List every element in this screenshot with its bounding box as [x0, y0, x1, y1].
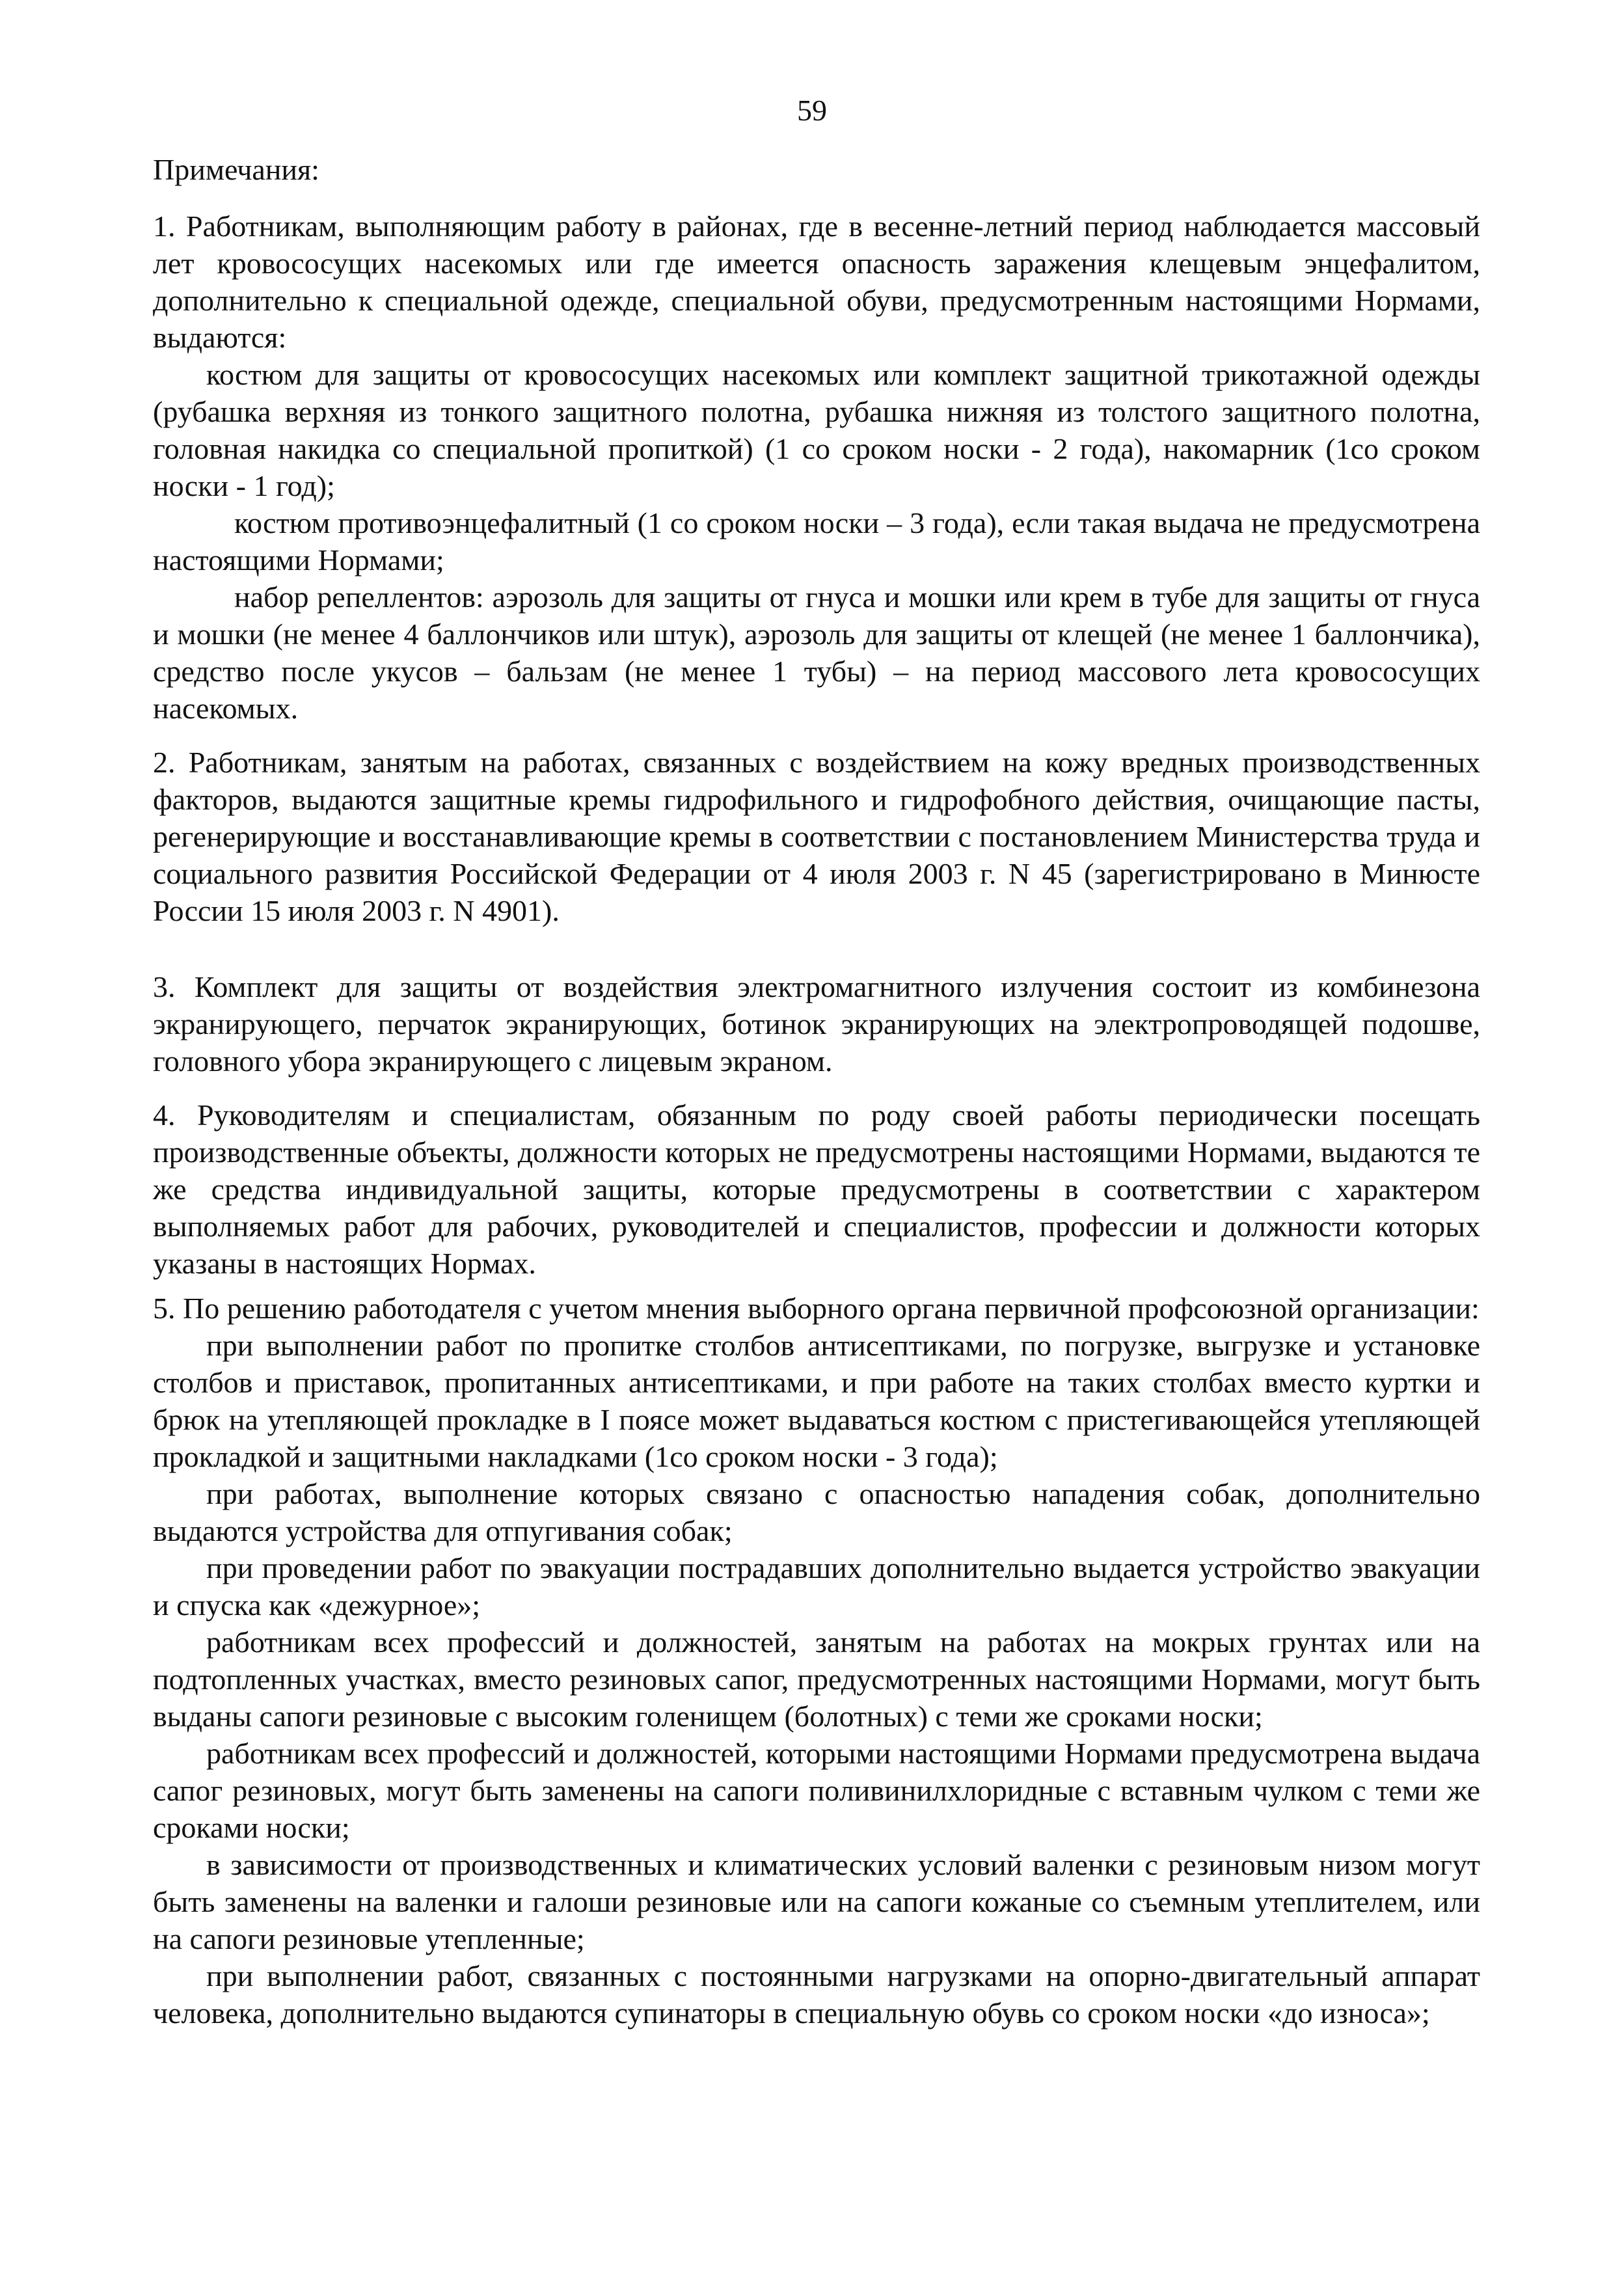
page-number: 59 [797, 94, 827, 127]
note-paragraph: 5. По решению работодателя с учетом мнения выборного органа первичной профсоюзной организации: [153, 1292, 1480, 1325]
note-subparagraph: при проведении работ по эвакуации пострадавших дополнительно выдается устройство эвакуации и спуска как «дежурное»; [153, 1551, 1480, 1622]
note-subparagraph: при выполнении работ, связанных с постоянными нагрузками на опорно-двигательный аппарат человека, дополнительно выдаются супинаторы в специальную обувь со сроком носки «до износа»; [153, 1959, 1480, 2030]
note-item-2 [153, 744, 1480, 929]
note-subparagraph: работникам всех профессий и должностей, занятым на работах на мокрых грунтах или на подтопленных участках, вместо резиновых сапог, предусмотренных настоящими Нормами, могут быть выданы сапоги резиновые с высоким голенищем (болотных) с теми же сроками носки; [153, 1625, 1480, 1733]
document-body [153, 151, 1480, 2031]
note-subparagraph: при выполнении работ по пропитке столбов антисептиками, по погрузке, выгрузке и установке столбов и приставок, пропитанных антисептиками, и при работе на таких столбах вместо куртки и брюк на утепляющей прокладке в I поясе может выдаваться костюм с пристегивающейся утепляющей прокладкой и защитными накладками (1со сроком носки - 3 года); [153, 1329, 1480, 1473]
note-item-3 [153, 968, 1480, 1080]
note-paragraph: 4. Руководителям и специалистам, обязанным по роду своей работы периодически посещать производственные объекты, должности которых не предусмотрены настоящими Нормами, выдаются те же средства индивидуальной защиты, которые предусмотрены в соответствии с характером выполняемых работ для рабочих, руководителей и специалистов, профессии и должности которых указаны в настоящих Нормах. [153, 1098, 1480, 1280]
note-subparagraph: в зависимости от производственных и климатических условий валенки с резиновым низом могут быть заменены на валенки и галоши резиновые или на сапоги кожаные со съемным утеплителем, или на сапоги резиновые утепленные; [153, 1848, 1480, 1955]
note-subparagraph: костюм для защиты от кровососущих насекомых или комплект защитной трикотажной одежды (рубашка верхняя из тонкого защитного полотна, рубашка нижняя из толстого защитного полотна, головная накидка со специальной пропиткой) (1 со сроком носки - 2 года), накомарник (1со сроком носки - 1 год); [153, 358, 1480, 502]
note-item-1 [153, 208, 1480, 727]
note-subparagraph: набор репеллентов: аэрозоль для защиты от гнуса и мошки или крем в тубе для защиты от гнуса и мошки (не менее 4 баллончиков или штук), аэрозоль для защиты от клещей (не менее 1 баллончика), средство после укусов – бальзам (не менее 1 тубы) – на период массового лета кровососущих насекомых. [153, 580, 1480, 725]
note-subparagraph: при работах, выполнение которых связано с опасностью нападения собак, дополнительно выдаются устройства для отпугивания собак; [153, 1477, 1480, 1547]
note-item-5 [153, 1290, 1480, 2031]
note-paragraph: 3. Комплект для защиты от воздействия электромагнитного излучения состоит из комбинезона экранирующего, перчаток экранирующих, ботинок экранирующих на электропроводящей подошве, головного убора экранирующего с лицевым экраном. [153, 970, 1480, 1078]
note-subparagraph: костюм противоэнцефалитный (1 со сроком носки – 3 года), если такая выдача не предусмотрена настоящими Нормами; [153, 506, 1480, 577]
note-item-4 [153, 1096, 1480, 1282]
note-paragraph: 1. Работникам, выполняющим работу в районах, где в весенне-летний период наблюдается массовый лет кровососущих насекомых или где имеется опасность заражения клещевым энцефалитом, дополнительно к специальной одежде, специальной обуви, предусмотренным настоящими Нормами, выдаются: [153, 210, 1480, 354]
note-subparagraph: работникам всех профессий и должностей, которыми настоящими Нормами предусмотрена выдача сапог резиновых, могут быть заменены на сапоги поливинилхлоридные с вставным чулком с теми же сроками носки; [153, 1737, 1480, 1844]
notes-title: Примечания: [153, 153, 319, 186]
note-paragraph: 2. Работникам, занятым на работах, связанных с воздействием на кожу вредных производственных факторов, выдаются защитные кремы гидрофильного и гидрофобного действия, очищающие пасты, регенерирующие и восстанавливающие кремы в соответствии с постановлением Министерства труда и социального развития Российской Федерации от 4 июля 2003 г. N 45 (зарегистрировано в Минюсте России 15 июля 2003 г. N 4901). [153, 746, 1480, 927]
